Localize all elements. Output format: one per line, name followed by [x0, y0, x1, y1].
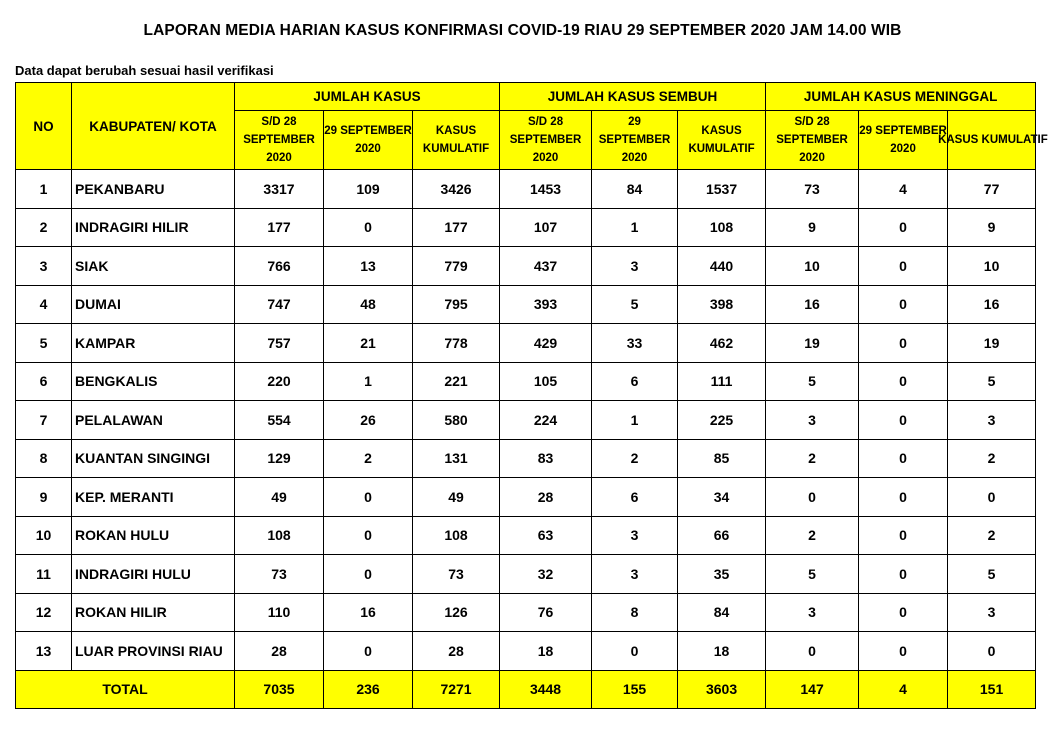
total-cell: 7271	[413, 670, 500, 708]
row-value-cell: 28	[413, 632, 500, 671]
row-value-cell: 0	[324, 478, 413, 517]
header-kabupaten: KABUPATEN/ KOTA	[72, 83, 235, 170]
row-value-cell: 1	[592, 208, 678, 247]
row-value-cell: 19	[766, 324, 859, 363]
row-region-name: LUAR PROVINSI RIAU	[72, 632, 235, 671]
row-value-cell: 5	[766, 555, 859, 594]
row-region-name: INDRAGIRI HULU	[72, 555, 235, 594]
row-value-cell: 108	[235, 516, 324, 555]
row-value-cell: 0	[859, 593, 948, 632]
header-no: NO	[16, 83, 72, 170]
row-value-cell: 108	[413, 516, 500, 555]
row-value-cell: 0	[859, 439, 948, 478]
row-number: 6	[16, 362, 72, 401]
row-value-cell: 32	[500, 555, 592, 594]
row-value-cell: 3	[592, 247, 678, 286]
row-number: 10	[16, 516, 72, 555]
row-value-cell: 580	[413, 401, 500, 440]
total-label: TOTAL	[16, 670, 235, 708]
row-value-cell: 9	[766, 208, 859, 247]
row-value-cell: 33	[592, 324, 678, 363]
row-value-cell: 0	[859, 285, 948, 324]
total-cell: 236	[324, 670, 413, 708]
row-value-cell: 429	[500, 324, 592, 363]
row-value-cell: 107	[500, 208, 592, 247]
row-value-cell: 177	[413, 208, 500, 247]
row-value-cell: 18	[678, 632, 766, 671]
row-value-cell: 225	[678, 401, 766, 440]
row-number: 11	[16, 555, 72, 594]
row-value-cell: 63	[500, 516, 592, 555]
row-value-cell: 6	[592, 362, 678, 401]
row-value-cell: 0	[859, 247, 948, 286]
row-value-cell: 18	[500, 632, 592, 671]
row-region-name: PEKANBARU	[72, 170, 235, 209]
row-value-cell: 3	[948, 401, 1036, 440]
subheader-sd-28: S/D 28 SEPTEMBER 2020	[500, 111, 592, 170]
subheader-kumulatif: KASUS KUMULATIF	[948, 111, 1036, 170]
row-value-cell: 126	[413, 593, 500, 632]
row-value-cell: 177	[235, 208, 324, 247]
row-value-cell: 2	[592, 439, 678, 478]
subheader-sd-28: S/D 28 SEPTEMBER 2020	[766, 111, 859, 170]
row-value-cell: 747	[235, 285, 324, 324]
total-cell: 3603	[678, 670, 766, 708]
table-row	[16, 439, 1036, 478]
row-value-cell: 73	[235, 555, 324, 594]
total-cell: 4	[859, 670, 948, 708]
row-value-cell: 83	[500, 439, 592, 478]
header-jumlah-kasus: JUMLAH KASUS	[235, 83, 500, 111]
row-value-cell: 0	[859, 362, 948, 401]
row-number: 8	[16, 439, 72, 478]
row-value-cell: 0	[324, 555, 413, 594]
row-value-cell: 0	[324, 632, 413, 671]
table-row	[16, 401, 1036, 440]
total-row	[16, 670, 1036, 708]
row-value-cell: 110	[235, 593, 324, 632]
row-value-cell: 3	[766, 593, 859, 632]
row-value-cell: 3317	[235, 170, 324, 209]
row-value-cell: 5	[592, 285, 678, 324]
row-value-cell: 779	[413, 247, 500, 286]
row-value-cell: 85	[678, 439, 766, 478]
subheader-29: 29 SEPTEMBER 2020	[324, 111, 413, 170]
row-value-cell: 19	[948, 324, 1036, 363]
row-value-cell: 398	[678, 285, 766, 324]
row-number: 2	[16, 208, 72, 247]
row-region-name: ROKAN HULU	[72, 516, 235, 555]
row-value-cell: 1	[592, 401, 678, 440]
row-value-cell: 84	[678, 593, 766, 632]
row-value-cell: 48	[324, 285, 413, 324]
row-value-cell: 0	[859, 324, 948, 363]
row-value-cell: 221	[413, 362, 500, 401]
row-value-cell: 6	[592, 478, 678, 517]
row-value-cell: 16	[948, 285, 1036, 324]
row-region-name: BENGKALIS	[72, 362, 235, 401]
row-value-cell: 1537	[678, 170, 766, 209]
row-value-cell: 0	[859, 516, 948, 555]
row-value-cell: 26	[324, 401, 413, 440]
table-row	[16, 516, 1036, 555]
row-value-cell: 108	[678, 208, 766, 247]
row-value-cell: 16	[324, 593, 413, 632]
row-value-cell: 5	[948, 555, 1036, 594]
row-value-cell: 0	[859, 478, 948, 517]
covid-cases-table	[15, 82, 1048, 709]
row-value-cell: 5	[948, 362, 1036, 401]
row-value-cell: 0	[324, 208, 413, 247]
row-number: 13	[16, 632, 72, 671]
row-value-cell: 13	[324, 247, 413, 286]
row-value-cell: 554	[235, 401, 324, 440]
row-number: 4	[16, 285, 72, 324]
row-value-cell: 49	[235, 478, 324, 517]
row-value-cell: 3	[766, 401, 859, 440]
total-cell: 3448	[500, 670, 592, 708]
row-value-cell: 5	[766, 362, 859, 401]
row-value-cell: 0	[859, 555, 948, 594]
row-value-cell: 73	[766, 170, 859, 209]
subheader-kumulatif: KASUS KUMULATIF	[678, 111, 766, 170]
subheader-29: 29 SEPTEMBER 2020	[592, 111, 678, 170]
row-region-name: KUANTAN SINGINGI	[72, 439, 235, 478]
row-value-cell: 84	[592, 170, 678, 209]
subheader-29: 29 SEPTEMBER 2020	[859, 111, 948, 170]
row-value-cell: 131	[413, 439, 500, 478]
row-value-cell: 34	[678, 478, 766, 517]
row-region-name: KEP. MERANTI	[72, 478, 235, 517]
row-value-cell: 28	[500, 478, 592, 517]
table-row	[16, 324, 1036, 363]
table-row	[16, 285, 1036, 324]
row-value-cell: 766	[235, 247, 324, 286]
row-value-cell: 109	[324, 170, 413, 209]
row-number: 3	[16, 247, 72, 286]
row-value-cell: 28	[235, 632, 324, 671]
row-value-cell: 0	[948, 632, 1036, 671]
row-value-cell: 76	[500, 593, 592, 632]
row-region-name: SIAK	[72, 247, 235, 286]
row-value-cell: 129	[235, 439, 324, 478]
total-cell: 7035	[235, 670, 324, 708]
header-jumlah-kasus-meninggal: JUMLAH KASUS MENINGGAL	[766, 83, 1036, 111]
total-cell: 147	[766, 670, 859, 708]
table-row	[16, 632, 1036, 671]
row-value-cell: 0	[324, 516, 413, 555]
row-region-name: PELALAWAN	[72, 401, 235, 440]
table-row	[16, 478, 1036, 517]
row-value-cell: 2	[766, 439, 859, 478]
report-title: LAPORAN MEDIA HARIAN KASUS KONFIRMASI COVID-19 RIAU 29 SEPTEMBER 2020 JAM 14.00 WIB	[143, 22, 902, 39]
row-value-cell: 3	[592, 555, 678, 594]
table-row	[16, 362, 1036, 401]
row-value-cell: 10	[948, 247, 1036, 286]
row-value-cell: 757	[235, 324, 324, 363]
row-value-cell: 778	[413, 324, 500, 363]
row-value-cell: 105	[500, 362, 592, 401]
row-value-cell: 0	[948, 478, 1036, 517]
table-row	[16, 555, 1036, 594]
row-value-cell: 16	[766, 285, 859, 324]
row-value-cell: 1453	[500, 170, 592, 209]
row-value-cell: 3426	[413, 170, 500, 209]
row-value-cell: 1	[324, 362, 413, 401]
subheader-kumulatif: KASUS KUMULATIF	[413, 111, 500, 170]
row-value-cell: 10	[766, 247, 859, 286]
row-value-cell: 3	[948, 593, 1036, 632]
row-value-cell: 8	[592, 593, 678, 632]
row-value-cell: 3	[592, 516, 678, 555]
row-region-name: INDRAGIRI HILIR	[72, 208, 235, 247]
row-number: 1	[16, 170, 72, 209]
row-value-cell: 9	[948, 208, 1036, 247]
row-value-cell: 440	[678, 247, 766, 286]
row-number: 9	[16, 478, 72, 517]
row-value-cell: 2	[324, 439, 413, 478]
row-value-cell: 0	[592, 632, 678, 671]
row-value-cell: 2	[948, 516, 1036, 555]
row-value-cell: 0	[859, 401, 948, 440]
row-value-cell: 2	[948, 439, 1036, 478]
row-value-cell: 2	[766, 516, 859, 555]
row-value-cell: 35	[678, 555, 766, 594]
header-jumlah-kasus-sembuh: JUMLAH KASUS SEMBUH	[500, 83, 766, 111]
total-cell: 155	[592, 670, 678, 708]
row-value-cell: 4	[859, 170, 948, 209]
row-value-cell: 73	[413, 555, 500, 594]
row-region-name: KAMPAR	[72, 324, 235, 363]
table-row	[16, 593, 1036, 632]
row-value-cell: 224	[500, 401, 592, 440]
row-value-cell: 0	[859, 208, 948, 247]
table-row	[16, 208, 1036, 247]
row-value-cell: 393	[500, 285, 592, 324]
row-value-cell: 21	[324, 324, 413, 363]
verification-note: Data dapat berubah sesuai hasil verifikasi	[15, 63, 274, 78]
subheader-sd-28: S/D 28 SEPTEMBER 2020	[235, 111, 324, 170]
row-value-cell: 111	[678, 362, 766, 401]
row-value-cell: 0	[859, 632, 948, 671]
row-value-cell: 77	[948, 170, 1036, 209]
table-row	[16, 247, 1036, 286]
row-value-cell: 795	[413, 285, 500, 324]
row-region-name: DUMAI	[72, 285, 235, 324]
total-cell: 151	[948, 670, 1036, 708]
row-value-cell: 0	[766, 478, 859, 517]
row-value-cell: 0	[766, 632, 859, 671]
row-value-cell: 437	[500, 247, 592, 286]
row-number: 7	[16, 401, 72, 440]
table-row	[16, 170, 1036, 209]
row-number: 12	[16, 593, 72, 632]
row-region-name: ROKAN HILIR	[72, 593, 235, 632]
row-value-cell: 220	[235, 362, 324, 401]
row-value-cell: 462	[678, 324, 766, 363]
row-number: 5	[16, 324, 72, 363]
row-value-cell: 49	[413, 478, 500, 517]
row-value-cell: 66	[678, 516, 766, 555]
